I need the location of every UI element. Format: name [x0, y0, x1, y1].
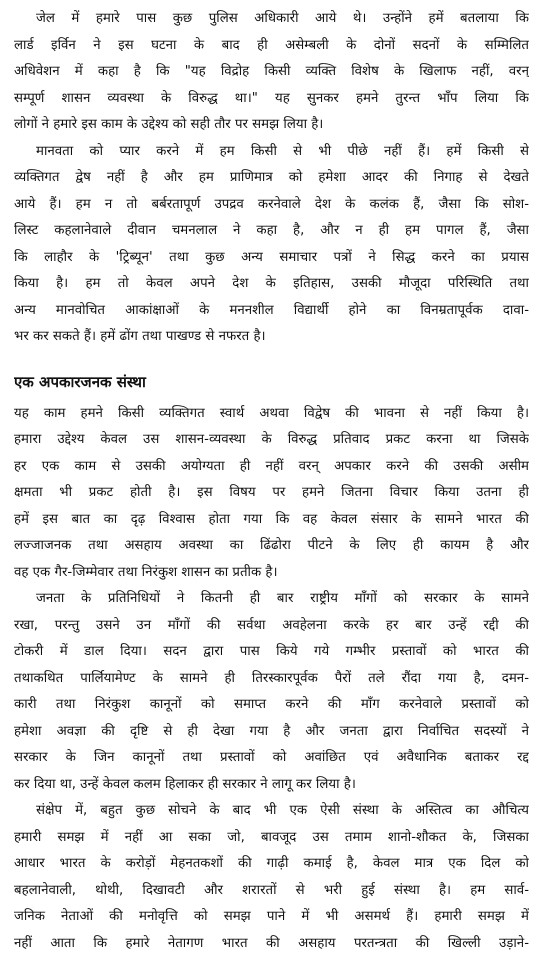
text-line: कर दिया था, उन्हें केवल कलम हिलाकर ही सरकार ने लागू कर लिया है। [14, 776, 356, 792]
text-line: हमारी समझ में नहीं आ सका जो, बावजूद उस तमाम शानो-शौकत के, जिसका [14, 829, 529, 845]
text-line: सम्पूर्ण शासन व्यवस्था के विरुद्ध था।" यह सुनकर हमने तुरन्त भाँप लिया कि [14, 90, 529, 106]
paragraph-representatives [14, 586, 529, 798]
text-line: हमें इस बात का दृढ़ विश्वास होता गया कि वह केवल संसार के सामने भारत की [14, 511, 529, 527]
text-line: यह काम हमने किसी व्यक्तिगत स्वार्थ अथवा विद्वेष की भावना से नहीं किया है। [14, 405, 529, 421]
text-line: जनिक नेताओं की मनोवृत्ति को समझ पाने में भी असमर्थ हैं। हमारी समझ में [14, 909, 529, 924]
text-line: भर कर सकते हैं। हमें ढोंग तथा पाखण्ड से नफरत है। [14, 329, 266, 344]
text-line: लिस्ट कहलानेवाले दीवान चमनलाल ने कहा है, और न ही हम पागल हैं, जैसा [14, 223, 529, 238]
text-line: रखा, परन्तु उसने उन माँगों की सर्वथा अवहेलना करके हर बार उन्हें रद्दी की [14, 617, 529, 633]
text-line: संक्षेप में, बहुत कुछ सोचने के बाद भी एक ऐसी संस्था के अस्तित्व का औचित्य [36, 803, 529, 818]
section-heading: एक अपकारजनक संस्था [14, 372, 146, 391]
text-line: लज्जाजनक तथा असहाय अवस्था का ढिंढोरा पीटने के लिए ही कायम है और [14, 538, 529, 553]
paragraph-police-visit [14, 6, 529, 139]
text-line: व्यक्तिगत द्वेष नहीं है और हम प्राणिमात्र को हमेशा आदर की निगाह से देखते [14, 170, 529, 185]
paragraph-summary [14, 798, 529, 957]
text-line: आधार भारत के करोड़ों मेहनतकशों की गाढ़ी कमाई है, केवल मात्र एक दिल को [14, 856, 529, 871]
text-line: कि लाहौर के 'ट्रिब्यून' तथा कुछ अन्य समाचार पत्रों ने सिद्ध करने का प्रयास [14, 249, 529, 265]
text-line: जनता के प्रतिनिधियों ने कितनी ही बार राष्ट्रीय माँगों को सरकार के सामने [36, 591, 529, 606]
paragraph-humanity [14, 139, 529, 351]
text-line: हमारा उद्देश्य केवल उस शासन-व्यवस्था के विरुद्ध प्रतिवाद प्रकट करना था जिसके [14, 432, 529, 447]
text-line: अन्य मानवोचित आकांक्षाओं के मननशील विद्यार्थी होने का विनम्रतापूर्वक दावा- [14, 302, 529, 318]
text-line: हमेशा अवज्ञा की दृष्टि से ही देखा गया है और जनता द्वारा निर्वाचित सदस्यों ने [14, 723, 529, 739]
text-line: लार्ड इर्विन ने इस घटना के बाद ही असेम्बली के दोनों सदनों के सम्मिलित [14, 37, 529, 53]
text-line: जेल में हमारे पास कुछ पुलिस अधिकारी आये थे। उन्होंने हमें बतलाया कि [36, 11, 529, 26]
text-line: बहलानेवाली, थोथी, दिखावटी और शरारतों से भरी हुई संस्था है। हम सार्व- [14, 882, 529, 898]
text-line: सरकार के जिन कानूनों तथा प्रस्तावों को अवांछित एवं अवैधानिक बताकर रद्द [14, 750, 529, 765]
text-line: मानवता को प्यार करने में हम किसी से भी पीछे नहीं हैं। हमें किसी से [36, 143, 529, 159]
text-line: वह एक गैर-जिम्मेवार तथा निरंकुश शासन का प्रतीक है। [14, 564, 278, 580]
text-line: लोगों ने हमारे इस काम के उद्देश्य को सही तौर पर समझ लिया है। [14, 117, 324, 132]
text-line: अधिवेशन में कहा है कि "यह विद्रोह किसी व्यक्ति विशेष के खिलाफ नहीं, वरन् [14, 64, 529, 79]
text-line: आये हैं। हम न तो बर्बरतापूर्ण उपद्रव करनेवाले देश के कलंक हैं, जैसा कि सोश- [14, 196, 529, 212]
text-line: हर एक काम से उसकी अयोग्यता ही नहीं वरन् अपकार करने की उसकी असीम [14, 458, 529, 474]
paragraph-purpose [14, 401, 529, 587]
text-line: क्षमता भी प्रकट होती है। इस विषय पर हमने जितना विचार किया उतना ही [14, 485, 529, 500]
text-line: कारी तथा निरंकुश कानूनों को समाप्त करने की माँग करनेवाले प्रस्तावों को [14, 697, 529, 712]
text-line: तथाकथित पार्लियामेण्ट के सामने ही तिरस्कारपूर्वक पैरों तले रौंदा गया है, दमन- [14, 670, 529, 686]
text-line: किया है। हम तो केवल अपने देश के इतिहास, उसकी मौजूदा परिस्थिति तथा [14, 276, 529, 291]
text-line: टोकरी में डाल दिया। सदन द्वारा पास किये गये गम्भीर प्रस्तावों को भारत की [14, 644, 529, 659]
text-line: नहीं आता कि हमारे नेतागण भारत की असहाय परतन्त्रता की खिल्ली उड़ाने- [14, 935, 529, 951]
